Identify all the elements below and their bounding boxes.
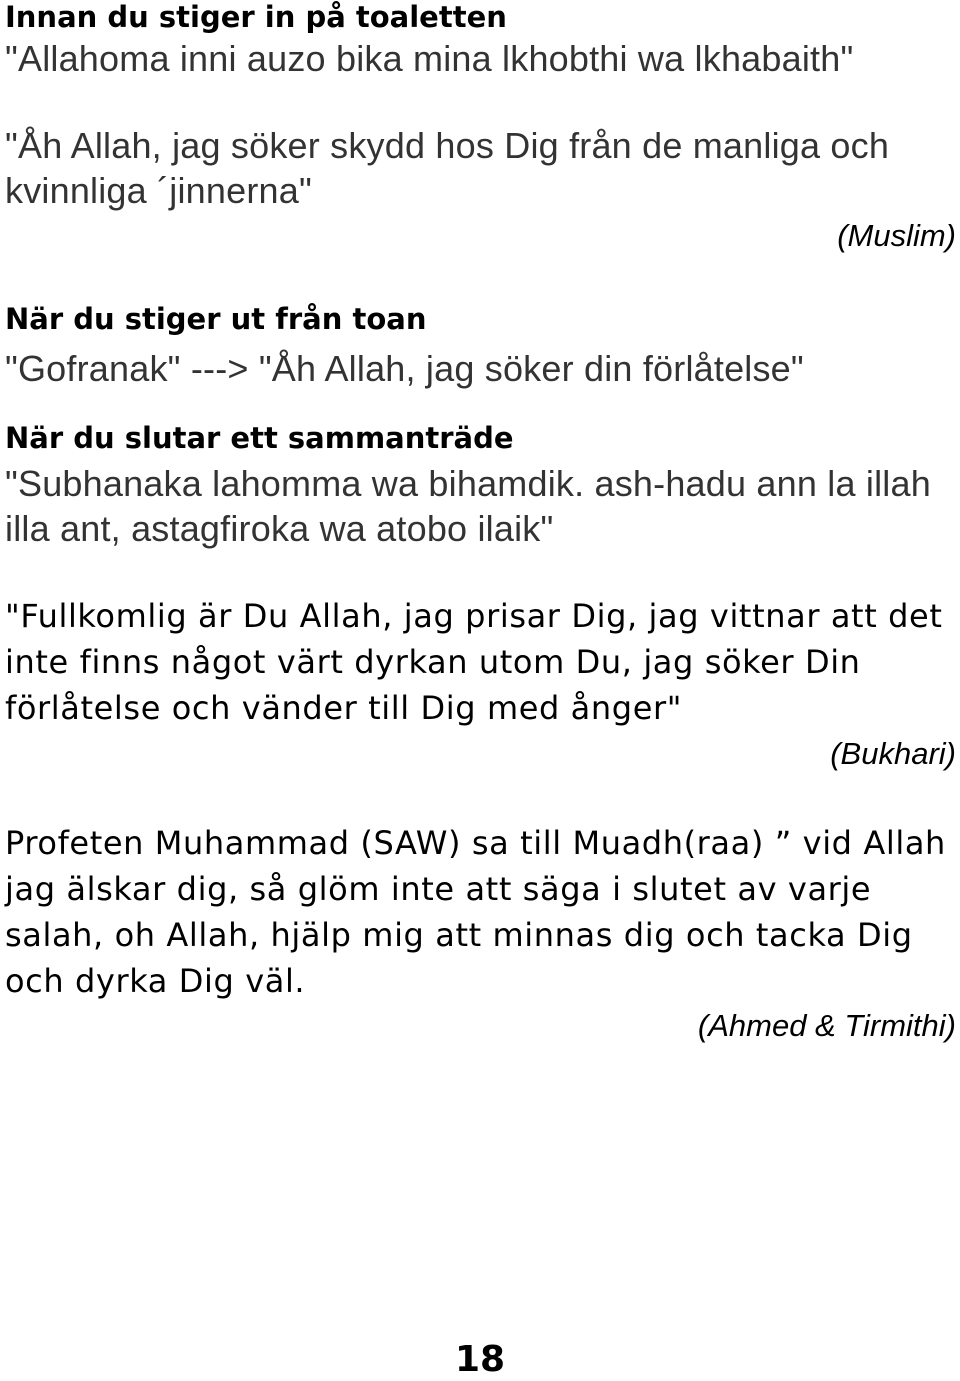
muadh-narration: Profeten Muhammad (SAW) sa till Muadh(raa) ” vid Allah jag älskar dig, så glöm inte att säga i slutet av varje salah, oh Allah, hjälp mig att minnas dig och tacka Dig och dyrka Dig väl. (5, 824, 946, 1000)
source-ahmed-tirmithi: (Ahmed & Tirmithi) (697, 1008, 956, 1043)
heading-toilet-exit: När du stiger ut från toan (5, 302, 427, 336)
page-number: 18 (454, 1339, 506, 1380)
translation-toilet-enter: "Åh Allah, jag söker skydd hos Dig från de manliga och kvinnliga ´jinnerna" (5, 125, 890, 211)
heading-toilet-enter: Innan du stiger in på toaletten (5, 0, 507, 34)
transliteration-meeting-end: "Subhanaka lahomma wa bihamdik. ash-hadu ann la illah illa ant, astagfiroka wa atobo ilaik" (5, 463, 931, 549)
source-muslim: (Muslim) (837, 218, 956, 253)
source-bukhari: (Bukhari) (830, 736, 956, 771)
translation-meeting-end: "Fullkomlig är Du Allah, jag prisar Dig, jag vittnar att det inte finns något värt dyrkan utom Du, jag söker Din förlåtelse och vänder till Dig med ånger" (5, 597, 943, 727)
transliteration-toilet-exit: "Gofranak" ---> "Åh Allah, jag söker din förlåtelse" (5, 348, 804, 389)
heading-meeting-end: När du slutar ett sammanträde (5, 421, 514, 455)
transliteration-toilet-enter: "Allahoma inni auzo bika mina lkhobthi wa lkhabaith" (5, 38, 854, 79)
